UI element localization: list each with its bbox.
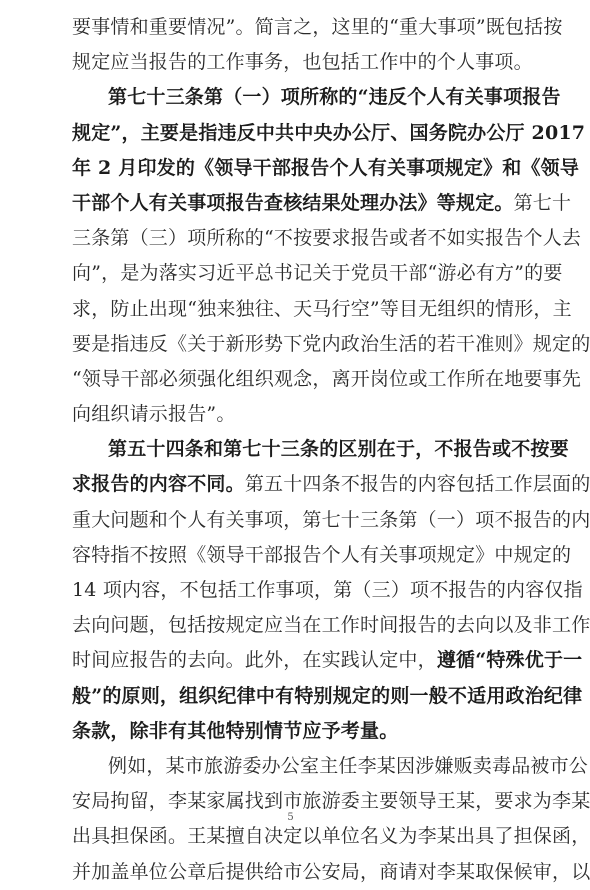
text-line <box>72 679 583 714</box>
paragraph-first-line <box>72 432 569 467</box>
text-line <box>72 10 563 45</box>
text-line <box>72 256 563 291</box>
bold-text: 第七十三条第（一）项所称的“违反个人有关事项报告 <box>108 86 561 109</box>
paragraph-first-line <box>72 749 589 784</box>
text-line <box>72 45 533 80</box>
text-segment: 容特指不按照《领导干部报告个人有关事项规定》中规定的 <box>72 543 572 566</box>
bold-text: 规定”，主要是指违反中共中央办公厅、国务院办公厅 2017 <box>72 121 586 144</box>
text-segment: 重大问题和个人有关事项，第七十三条第（一）项不报告的内 <box>72 508 590 531</box>
text-segment: 向组织请示报告”。 <box>72 403 236 426</box>
text-segment: 求，防止出现“独来独往、天马行空”等目无组织的情形，主 <box>72 297 572 320</box>
text-line <box>72 538 572 573</box>
text-line <box>72 503 590 538</box>
text-line <box>72 397 503 432</box>
text-line <box>72 186 572 221</box>
text-line <box>72 573 583 608</box>
bold-text: 第五十四条和第七十三条的区别在于，不报告或不按要 <box>108 438 569 461</box>
text-line <box>72 221 582 256</box>
text-line <box>72 362 582 397</box>
bold-text: 干部个人有关事项报告查核结果处理办法》等规定。 <box>72 191 514 214</box>
text-segment: 时间应报告的去向。此外，在实践认定中， <box>72 649 437 672</box>
text-line <box>72 608 590 643</box>
text-segment: 出具担保函。王某擅自决定以单位名义为李某出具了担保函， <box>72 825 590 848</box>
text-segment: 规定应当报告的工作事务，也包括工作中的个人事项。 <box>72 51 533 74</box>
text-segment: 14 项内容，不包括工作事项，第（三）项不报告的内容仅指 <box>72 579 583 601</box>
text-line <box>72 151 580 186</box>
text-segment: 去向问题，包括按规定应当在工作时间报告的去向以及非工作 <box>72 614 590 637</box>
text-segment: 例如，某市旅游委办公室主任李某因涉嫌贩卖毒品被市公 <box>108 754 589 777</box>
text-line <box>72 643 583 678</box>
paragraph-first-line <box>72 80 561 115</box>
text-line <box>72 855 590 890</box>
text-segment: 并加盖单位公章后提供给市公安局，商请对李某取保候审，以 <box>72 860 590 883</box>
text-segment: 要事情和重要情况”。简言之，这里的“重大事项”既包括按 <box>72 16 563 38</box>
bold-text: 遵循“特殊优于一 <box>436 649 583 672</box>
bold-text: 年 2 月印发的《领导干部报告个人有关事项规定》和《领导 <box>72 156 580 179</box>
text-segment: 要是指违反《关于新形势下党内政治生活的若干准则》规定的 <box>72 332 590 355</box>
bold-text: 般”的原则，组织纪律中有特别规定的则一般不适用政治纪律 <box>72 684 583 707</box>
text-line <box>72 292 572 327</box>
page-number: 5 <box>287 812 294 823</box>
text-segment: 第七十 <box>513 191 572 214</box>
text-segment: 向”，是为落实习近平总书记关于党员干部“游必有方”的要 <box>72 262 563 285</box>
text-line <box>72 467 590 502</box>
text-line <box>72 819 590 854</box>
text-segment: “领导干部必须强化组织观念，离开岗位或工作所在地要事先 <box>72 367 582 390</box>
bold-text: 条款，除非有其他特别情节应予考量。 <box>72 719 399 742</box>
text-segment: 安局拘留，李某家属找到市旅游委主要领导王某，要求为李某 <box>72 790 590 813</box>
body-text <box>72 10 590 890</box>
bold-text: 求报告的内容不同。 <box>72 473 245 496</box>
text-line <box>72 327 590 362</box>
text-segment: 第五十四条不报告的内容包括工作层面的 <box>244 473 590 496</box>
text-segment: 三条第（三）项所称的“不按要求报告或者不如实报告个人去 <box>72 227 582 250</box>
text-line <box>72 714 503 749</box>
text-line <box>72 116 586 151</box>
